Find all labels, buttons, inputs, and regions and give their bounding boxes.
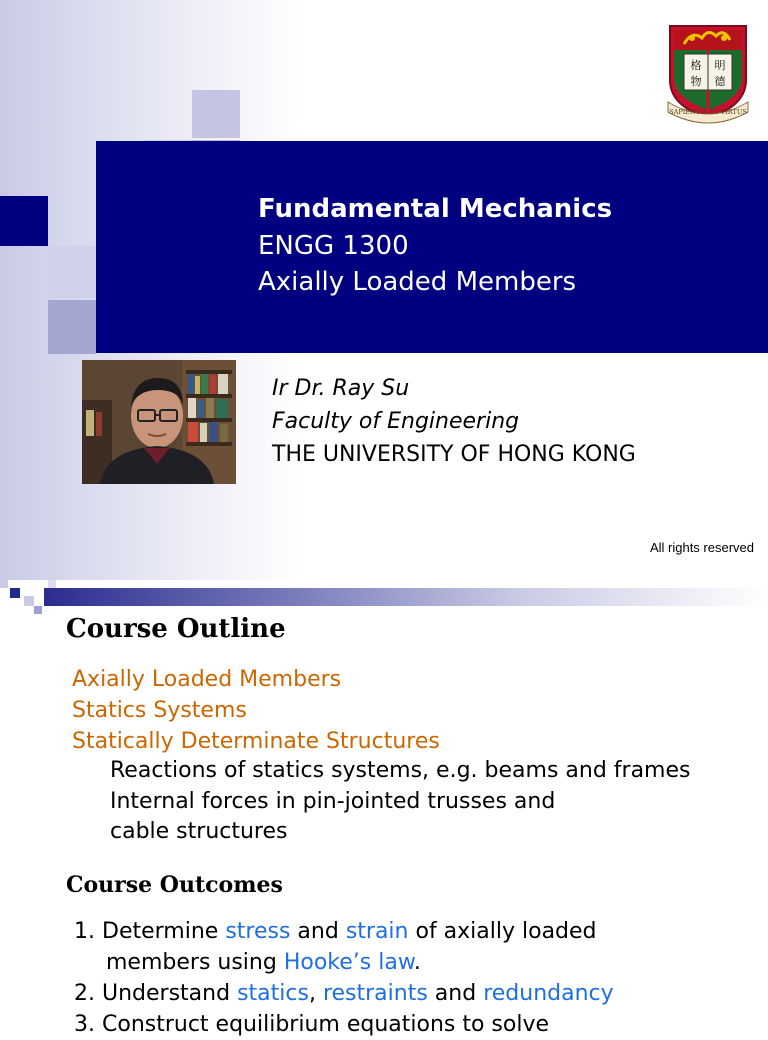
list-item: cable structures xyxy=(110,819,288,844)
faculty-name: Faculty of Engineering xyxy=(272,409,520,434)
outcome-list xyxy=(74,916,614,1040)
university-crest-icon xyxy=(662,22,754,122)
keyword: stress xyxy=(225,919,291,944)
course-outline-heading: Course Outline xyxy=(66,614,286,644)
topic-list xyxy=(72,664,440,757)
keyword: redundancy xyxy=(483,981,614,1006)
item-text: , xyxy=(308,981,323,1006)
keyword: restraints xyxy=(322,981,428,1006)
subtopic-list xyxy=(110,756,690,848)
university-name: THE UNIVERSITY OF HONG KONG xyxy=(272,442,636,467)
item-number: 1. xyxy=(74,919,95,944)
crest-char: 明 xyxy=(714,59,726,72)
crest-char: 德 xyxy=(714,75,726,88)
item-text: . xyxy=(413,950,421,975)
item-text: and xyxy=(290,919,346,944)
item-number: 3. xyxy=(74,1012,95,1037)
author-block xyxy=(272,372,636,471)
keyword: statics xyxy=(237,981,309,1006)
title-band-stub xyxy=(0,196,48,246)
decorative-square xyxy=(48,580,56,588)
item-text: and xyxy=(427,981,484,1006)
decorative-square xyxy=(10,588,20,598)
item-text: Understand xyxy=(102,981,238,1006)
decorative-square xyxy=(192,90,240,138)
item-text: Determine xyxy=(102,919,226,944)
decorative-square xyxy=(0,580,8,588)
list-item-continuation xyxy=(74,947,614,978)
list-item: Statics Systems xyxy=(72,698,247,723)
item-text: Construct equilibrium equations to solve xyxy=(102,1012,550,1037)
list-item: Internal forces in pin-jointed trusses and xyxy=(110,788,556,814)
rights-notice: All rights reserved xyxy=(649,540,754,555)
crest-char: 格 xyxy=(690,59,702,72)
title-block xyxy=(258,190,612,300)
presenter-photo xyxy=(82,360,236,484)
list-item: Reactions of statics systems, e.g. beams and frames xyxy=(110,758,691,783)
item-number: 2. xyxy=(74,981,95,1006)
outline-slide xyxy=(0,580,768,1037)
decorative-square xyxy=(48,300,96,354)
crest-motto: SAPIENTIA ET VIRTUS xyxy=(669,108,747,116)
header-bar xyxy=(44,588,768,606)
decorative-square xyxy=(24,596,34,606)
course-code: ENGG 1300 xyxy=(258,231,409,261)
list-item xyxy=(74,1009,614,1040)
author-name: Ir Dr. Ray Su xyxy=(272,376,410,401)
slide-title: Fundamental Mechanics xyxy=(258,194,613,224)
list-item: Statically Determinate Structures xyxy=(72,729,440,754)
decorative-square xyxy=(34,606,42,614)
keyword: Hooke’s law xyxy=(283,950,414,975)
list-item xyxy=(74,978,614,1009)
decorative-square xyxy=(48,246,96,298)
crest-char: 物 xyxy=(690,75,702,88)
course-outcomes-heading: Course Outcomes xyxy=(66,872,283,898)
list-item: Axially Loaded Members xyxy=(72,667,342,692)
item-text: members using xyxy=(106,950,284,975)
slide-topic: Axially Loaded Members xyxy=(258,267,577,297)
list-item xyxy=(74,916,614,947)
keyword: strain xyxy=(345,919,409,944)
item-text: of axially loaded xyxy=(408,919,597,944)
